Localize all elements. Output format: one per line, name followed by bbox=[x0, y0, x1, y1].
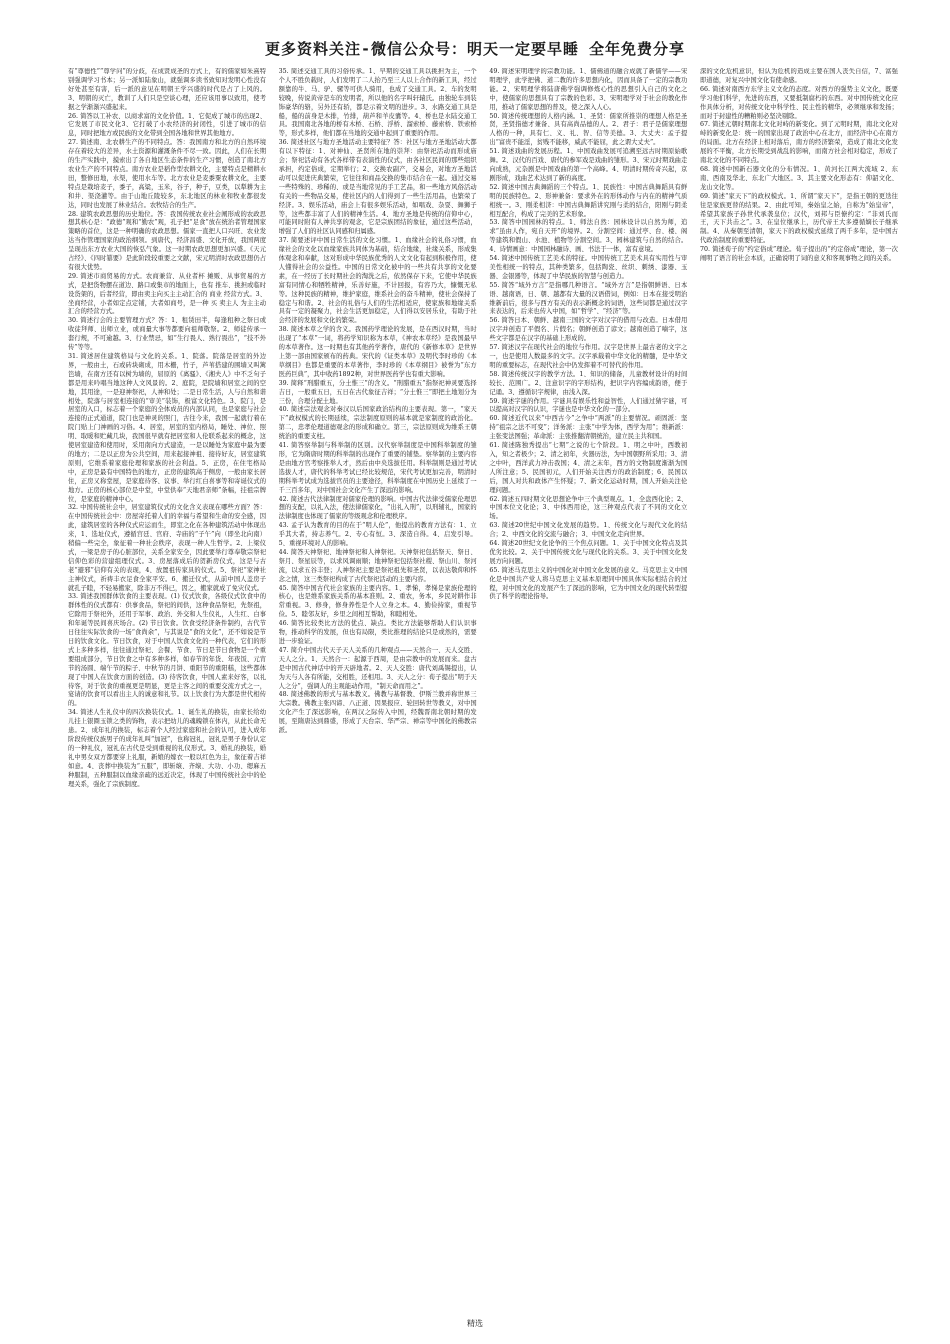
paragraph: 29. 简述市商贸易的方式。农商兼营、从业者杯 摊贩、从事贸易的方式，是把货物摆在道边、路口或集市的地面上，也有 推车、挑担或临时设货架的，后者经营，即由卖主向买主主动汇合的 商业 经营方式。3、坐商经营，小者如定点定铺，大者如商号，是一种 买 卖主人 为主主动汇合的经营方式。 bbox=[68, 272, 266, 316]
paragraph: 60. 简述近代以来“中西古今”之争中“两派”的主要情况。顽固派：坚持“祖宗之法不可变”；洋务派：主张“中学为体，西学为用”；维新派：主张变法图强；革命派：主张推翻清朝统治，建立民主共和国。 bbox=[489, 415, 688, 441]
paragraph: 59. 简述字谜的作用。字谜具有娱乐性和益智性，人们通过猜字谜，可以提高对汉字的认识，字谜也是中华文化的一部分。 bbox=[489, 397, 688, 414]
page-header: 更多资料关注-微信公众号：明天一定要早睡 全年免费分享 bbox=[264, 40, 686, 58]
paragraph: 深的文化危机意识，但认为危机的造成主要在国人丧失自信，7、富强即道德，对复兴中国文化有使命感。 bbox=[699, 68, 898, 84]
paragraph: 37. 简要述评中国日常生活的文化习惯。1、血缘社会的礼俗习惯，血缘社会的文化以血缘家族共同体为基础，结合地缘，社缘关系，形成集体观念和奉献，这对形成中华民族优秀的人文文化有起到积极作用，使人懂得社会的公益性。中国的日常文化被中的一些共有共享的文化要素，在一经历了长时期社会的淘洗之后，依然保存下来，它使中华民族富有同情心和牺牲精神，乐善好施，不计回报，有容乃大，慷慨无私等。这种民族的精神，维护家庭，维系社会的奋斗精神，使社会保持了稳定与和谐。2、社会的礼俗与人们的生活相适应，使家族和地缘关系具有一定的凝聚力，社会生活更加稳定，人们得以安居乐业，有助于社会经济的发展和文化的繁荣。 bbox=[278, 237, 477, 325]
paragraph: 42. 简述古代法律制度对儒家伦理的影响。中国古代法律受儒家伦理思想的支配，以礼入法，使法律儒家化，“出礼入刑”，以刑辅礼，国家的法律制度也体现了儒家的等级观念和伦理秩序。 bbox=[278, 495, 477, 521]
paragraph: 52. 简述中国古典舞蹈的三个特点。1、民族性：中国古典舞蹈具有鲜明的民族特色。2、形神兼备：要求外在的形体动作与内在的精神气质相统一。3、刚柔相济：中国古典舞蹈讲究刚与柔的结合，阳刚与阴柔相互配合，构成了完美的艺术形象。 bbox=[489, 183, 688, 218]
paragraph: 67. 简述元朝时期南北文化对峙的新变化。到了元明时期，南北文化对峙的新变化是：统一的国家出现了政治中心在北方，而经济中心在南方的局面。北方在经济上相对落后，南方的经济繁荣，造成了南北文化发展的不平衡，北方长期受到战乱的影响，而南方社会相对稳定，形成了南北文化的不同特点。 bbox=[699, 121, 898, 165]
paragraph: 50. 简述传统理想的人格内涵。1、圣贤：儒家所推崇的理想人格是圣贤，圣贤指德才兼备、具有高尚品德的人。2、君子：君子是儒家理想人格的一种，具有仁、义、礼、智、信等美德。3、大丈夫：孟子提出“富贵不能淫，贫贱不能移，威武不能屈，此之谓大丈夫”。 bbox=[489, 112, 688, 147]
paragraph: 61. 简述陈独秀提出“七期”之说的七个阶段。1、明之中叶，西教初入，知之者极少；2、清之初年，火器历法，为中国朝野所采用；3、清之中叶，西洋武力冲击我国；4、清之末年，西方的文物制度渐渐为国人所注意；5、民国初元，人们开始关注西方的政治制度；6、民国以后，国人对共和政体产生怀疑；7、新文化运动时期，国人开始关注伦理问题。 bbox=[489, 442, 688, 494]
paragraph: 44. 简答天神祭祀、地神祭祀和人神祭祀。天神祭祀包括祭天、祭日、祭月、祭星辰等，以求风调雨顺；地神祭祀包括祭社稷、祭山川、祭河流，以求五谷丰登；人神祭祀主要是祭祀祖先和圣贤，以表达敬仰和怀念之情，这三类祭祀构成了古代祭祀活动的主要内容。 bbox=[278, 548, 477, 583]
paragraph: 57. 简述汉字在现代社会的地位与作用。汉字是世界上最古老的文字之一，也是使用人数最多的文字。汉字承载着中华文化的精髓，是中华文明的重要标志，在现代社会中仍发挥着不可替代的作用。 bbox=[489, 344, 688, 369]
paragraph: 53. 简答中国园林的特点。1、师法自然：园林设计以自然为师，追求“虽由人作，宛自天开”的境界。2、分割空间：通过亭、台、楼、阁等建筑和假山、水池、植物等分割空间。3、园林建筑与自然的结合。4、诗情画意：中国园林融诗、画、书法于一体，富有意境。 bbox=[489, 219, 688, 254]
paragraph: 43. 孟子认为教育的目的在于“明人伦”，他提出的教育方法有：1、立乎其大者，持志养气。2、专心有恒。3、深造自得。4、启发引导。5、重视环境对人的影响。 bbox=[278, 522, 477, 548]
paragraph: 38. 简述本草之学的含义。我国药学理论的发展，是在西汉时期，当时出现了“本草”一词，将药学知识称为本草，《神农本草经》是我国最早的本草著作。这一时期也有其他药学著作，唐代的《新修本草》是世界上第一部由国家颁布的药典。宋代的《证类本草》及明代李时珍的《本草纲目》也都是重要的本草著作，李时珍的《本草纲目》被誉为“东方医药巨典”，其中收药1892种，对世界医药学也有重大影响。 bbox=[278, 326, 477, 378]
paragraph: 31. 简述居住建筑格局与文化的关系。1、院落。院落是居室的外边界，一般由土，石或砖块砌成，用木栅，竹子，芦苇搭建的围墙又叫篱笆墙，在南方还有以树为墙的，屈原的《离骚》、《湘夫人》中不乏句子都是用来吟唱当地这种人文风景的。2、庭院，是院墙和居室之间的空地，其用途，一是迎神祭祀，人神和处；二是日常生活，人与自然和谐相处，院落与居室相连接的“审美”装饰，极富文化特色。3、院门，是居室的入口，标志着一个家庭的全体成员的内部认同，也是家庭与社会连接的正式通道，院门也是神灵的照门，古往今来，我国一起就行着在院门贴上门神画的习俗。4、居室，居室的室内格局，睡处、神位、照明、取暖和贮藏几块，我国很早就有把居室和人伦联系起来的概念，这使居室建造和使用时，采用南向方式建造，一是以睡处为家庭中最为要的地方；二是以正房为公共空间，用来起接神祖、接待好友，居室建筑原则，它维系着家庭伦理和家族的社会利益。5、正房，在住宅格局中，正房是最有中国特色的地方，正房的建筑高于侧房，一般由家长居住，正房又称堂屋，是家庭待客、议事、举行红白喜事等和寄诞仪式的地方。正房的核心部位是中堂，中堂供奉“天地君亲师”条幅，挂祖宗牌位，是家庭的精神中心。 bbox=[68, 353, 266, 503]
paragraph: 69. 简述“家天下”的政权模式。1、所谓“家天下”，是指王朝的更迭往往是家族更替的结果。2、由此可知，秦始皇之始，自称为“始皇帝”，希望其家族子孙世代承袭皇位；汉代，刘邦与臣僚约定：“非刘氏而王，天下共击之”。3、在皇位继承上，历代帝王大多遵循嫡长子继承制。4、从秦朝至清朝，家天下的政权模式延续了两千多年，是中国古代政治制度的重要特征。 bbox=[699, 192, 898, 245]
paragraph: 46. 简答比较类比方法的优点、缺点。类比方法能够帮助人们认识事物，推动科学的发展，但也有局限，类比推理的结论只是或然的，需要进一步验证。 bbox=[278, 620, 477, 645]
paragraph: 28. 建筑农政思想的历史地位。答：我国传统农业社会阐形成的农政思想其核心是：“政德”观和“勤农”观，孔子把“足食”放在统治者管理国家策略的首位，这是一种明确的农政思想。儒家一直把人口兴旺、农业发达当作管理国家的政治纲领。到唐代，经济昌盛、文化开放，我国两度呈现出东方农业大国的恢弘气象。这一时期农政思想更加兴盛。《天元占经》、《四时纂要》是此阶段较重要之文献，宋元明清时农政思想仍占有很大优势。 bbox=[68, 210, 266, 271]
paragraph: 27. 简述南、北农耕生产的不同特点。答：我国南方和北方的自然环境存在着较大的差异，水土资源和灌溉条件不尽一致。因此，人们在长期的生产实践中，摸索出了各自地区生态条件的生产习惯，创造了南北方农业生产的不同特点。南方农业是稻作型农耕文化，主要特点是精耕水田，整修田地，水渠，使用水车等。北方农业是麦黍粟农耕文化，主要特点是栽培麦子，黍子，高粱，玉米，谷子，种子，豆类，以犁耕为主和井、渠浇灌等。由于山地丘陵较多，东北地区的林业和牧业都很发达，同时也发展了林业结合。农牧结合的生产。 bbox=[68, 139, 266, 209]
paragraph: 40. 简述宗法观念对秦汉以后国家政治结构的主要表现。第一，“家天下”政权模式的长期延续，宗法制度原则的基本就是家制度的政治化。第二，忠孝伦理道德观念的形成和确立。第三，宗法原则成为维系王朝统治的重要支柱。 bbox=[278, 406, 477, 441]
paragraph: 68. 简述中国新石器文化的分布情况。1、黄河长江两大流域 2、东南、西南及华北、东北广大地区。3、其主要文化形态有：仰韶文化、龙山文化等。 bbox=[699, 165, 898, 191]
paragraph: 33. 简述我国群体饮食的主要表现。(1) 仪式饮食，各级仪式饮食中的群体性的仪式都有：供事食品，祭祀的间供，这种食品祭祀，先祭祖，它除用于祭祀外，还用于军事、政治、外交和人生仪礼，人生红、白事和年诞等民间喜庆场合。(2) 节日饮食。饮食受经济条件制约，古代节日往往实际饮食的一场“食尚余”，与其说是“食的文化”，还不如说是节日的饮食文化。节日饮食，对于中国人饮食文化的一种代表，它们的形式上多种多样，往往通过祭祀、会餐、节食、节日是节日食物是一个重要组成部分，节日饮食之中有多种多样，如春节的年货、年夜饭、元宵节的汤圆、端午节的粽子、中秋节的月饼、重阳节的重阳糕，这些都体现了中国人在饮食方面的创造。(3) 待客饮食，中国人素来好客，以礼待客，对于饮食的重视更是明显，更是主客之间的重要交流方式之一，宴请的饮食可以看出主人的诚意和礼节。以上饮食行为大都是世代相传的。 bbox=[68, 593, 266, 708]
paragraph: 36. 简述社区与地方圣地活动主要特征？答：社区与地方圣地活动大都有以下特征：1、对神仙、圣贤所在地的崇拜：由祭祀活动而形成庙会；祭祀活动有各式各样带有表演性的仪式，由各社区民间的那些组织承担，约定俗成，定期举行；2、交换农副产，交易会，对地方圣地活动可以促进庆典繁荣，它往往和商品交换的集市结合在一起。通过交易一些特殊的、珍稀的、或是当地常见的手工艺品，和一些地方风俗活动有关的一些物品交易，使社区内的人们得到了一些生活用品，也繁荣了经济。3、娱乐活动，庙会上有很多娱乐活动，如唱戏、杂耍、舞狮子等，这些都丰富了人们的精神生活。4、地方圣地是传统的信仰中心，可能同时附有人神共享的观念，它是宗族团结的象征，通过这些活动，增强了人们的社区认同感和归属感。 bbox=[278, 139, 477, 236]
paragraph: 45. 简答中国古代社会家族的主要内容。1、孝悌，孝悌是家族伦理的核心，也是维系家族关系的基本准则。2、重农，务本，乡民对耕作非常重视。3、修身，修身养性是个人立身之本。4、勤俭持家，重视节俭。5、睦邻友好，乡里之间相互帮助，和睦相处。 bbox=[278, 584, 477, 619]
paragraph: 47. 简介中国古代天子天人关系的几种观点——天然合一、天人交胜、天人之分。1、天然合一：起源于西周，是由宗教中的发展而来。盘古是中国古代神话中的开天辟地者。2、天人交胜：唐代刘禹锡提出，认为天与人各有所能，交相胜，还相用。3、天人之分：荀子提出“明于天人之分”，强调人的主观能动作用，“制天命而用之”。 bbox=[278, 646, 477, 690]
paragraph: 32. 中国传统社会中，居室建筑仪式的文化含义表现在哪些方面？答：在中国传统社会中：房屋寄托着人们的幸福与希望和生命的安全感，因此，建筑居室的各种仪式应运而生，即室之化在各种建筑活动中体现出来，1、选址仪式，遵循宫廷、官府、寺庙的“子午”向（即坐北向南）稍偏一些完全，象征着一种社会秩序，表现一种人生哲学。2、上梁仪式，一梁是房子的心脏部位，关系全家安全，因此要举行尊奉敬宗祭祀信仰色彩的营建组理仪式。3、房屋落成后的贺新房仪式，这是与古老“避邪”信仰有关的表现，4、放置祖传家具的仪式。5、祭祀“家神社主神仪式，祈祷丰衣足食全家平安。6、搬迁仪式，从前中国人盖房子就孔子睦，不轻易搬家，除非万不得已，因之，搬家就成了免灾仪式。 bbox=[68, 504, 266, 592]
paragraph: 有“尊德性”“尊学问”的分歧，在成贤成圣的方式上，有的儒家如朱熹特别强调学习书本；另一派如陆象山，就强调多读书致知对发明心性没有好处甚至有害，后一派的意见在明朝王学兴盛的时代是占了上风的。3、明朝的灭亡，教训了人们只是空谈心理，还应该用事以致用，使考据之学渐渐兴盛起来。 bbox=[68, 68, 266, 111]
paragraph: 58. 简述传统汉字的教学方法。1、知识的储备，儿童教材设计的时间较长、范围广。2、注意识字的字形结构，把识字内容编成韵语，便于记诵。3、遵循识字规律，由浅入深。 bbox=[489, 370, 688, 396]
text-columns bbox=[68, 68, 898, 1296]
text-column-1 bbox=[68, 68, 266, 1296]
paragraph: 34. 简述人生礼仪中的四次换装仪式。1、诞生礼的换装，由家长给幼儿挂上银圈玉锁之类的饰物，表示把幼儿的魂魄锁在体内，从此长命无患。2、成年礼的换装，标志着个人经过家庭和社会的认可，进入成年阶段传统仪族男子的成年礼叫“加冠”，也称冠礼，冠礼是男子身份认定的一种礼仪，冠礼在古代是受到重视的礼仪形式。3、婚礼的换装，婚礼中男女双方都要穿上礼服，新娘的嫁衣一般以红色为主，象征着吉祥如意。4、丧葬中换装为“五服”，即斩缞、齐缞、大功、小功、缌麻五种服制，五种服制以血缘亲疏的远近决定，体现了中国传统社会中的伦理关系，强化了宗族制度。 bbox=[68, 709, 266, 788]
paragraph: 66. 简述对南西方东学主义文化的态度。对西方的强势主义文化，既要学习他们科学，先进的东西，又要抵制腐朽的东西。对中国传统文化应作具体分析，对传统文化中科学性、民主性的精华，必须继承和发扬；而对于封建性的糟粕则必坚决剔除。 bbox=[699, 85, 898, 120]
paragraph: 35. 简述交通工具的习俗传承。1、早期的交通工具以挑担为主，一个个人不胜负载时，人们发明了二人抬乃至三人以上合作的新工具，经过额靠的牛、马、驴、骡等可供人骑用，也成了交通工具。2、车的发明较晚，传说黄帝是车的发明者，所以他的名字叫轩辕氏。由独轮车到装饰豪华的辂，另外还有轿，都是示着文明的进步。3、水路交通工具是船，船的前身是木排，竹排，葫芦和羊皮囊等。4、桥也是水陆交通工具。我国南北各地的桥有木桥、石桥、浮桥、溜索桥、藤索桥、铁索桥等，形式多样，他们都在当地的交通中起到了重要的作用。 bbox=[278, 68, 477, 138]
paragraph: 41. 简答察举制与科举制的区别。汉代察举制度是中国科举制度的雏形，它为隋唐时期的科举制的出现作了重要的铺垫。察举制的主要内容是由地方官考察推举人才，然后由中央选拔任用。科举制则是通过考试选拔人才，唐代的科举考试已经比较规范，宋代考试更加完善，明清时期科举考试成为选拔官员的主要途径，科举制度在中国历史上延续了一千三百多年，对中国社会文化产生了深远的影响。 bbox=[278, 442, 477, 494]
paragraph: 62. 简述五四时期文化思想论争中三个典型观点。1、全盘西化论；2、中国本位文化论；3、中体西用论，这三种观点代表了不同的文化立场。 bbox=[489, 495, 688, 521]
paragraph: 55. 简答“域外方言”是指哪几种语言。“域外方言”是指朝鲜语、日本语、越南语，日、朝、越都有大量的汉语借词，例如：日本在接受明治维新前后，很多与西方有关的表示新概念的词语，这些词都是通过汉字来表达的，后来也传入中国，如“哲学”、“经济”等。 bbox=[489, 281, 688, 316]
paragraph: 30. 简述行会的主要管理方式？答：1、租赁田半，每逢租种之祭日或收徒拜师、出师立业，或商量大事等都要向祖师敬祭。2、师徒传承一套行规，不可逾越。3、行业禁忌，如“生行畏人、熟行畏出”，“技不外传”等等。 bbox=[68, 317, 266, 352]
page-footer: 精选 bbox=[467, 1319, 483, 1328]
paragraph: 39. 简释“刑腊重五，分土惟三”的含义。“刑腊重五”指祭祀神灵要选择吉日，一般重五日，五日在古代象征吉祥；“分土惟三”即把土地划分为三份，合理分配土地。 bbox=[278, 379, 477, 405]
paragraph: 65. 简述马克思主义的中国化对中国文化发展的意义。马克思主义中国化是中国共产党人将马克思主义基本原理同中国具体实际相结合的过程，对中国文化的发展产生了深远的影响，它为中国文化的现代转型提供了科学的理论指导。 bbox=[489, 566, 688, 601]
paragraph: 64. 简述20世纪文化论争的三个焦点问题。1、关于中国文化特点及其优劣比较。2、关于中国传统文化与现代化的关系。3、关于中国文化发展方向问题。 bbox=[489, 540, 688, 565]
paragraph: 26. 简答以工补农、以商求富的文化价值。1、它促成了城市的出现2、它发展了市民文化3、它打破了小农经济的封闭性，引进了城市的信息，同时把地方或民族的文化带到全国各地和世界其他地方。 bbox=[68, 112, 266, 138]
text-column-4 bbox=[700, 68, 898, 1296]
text-column-3 bbox=[489, 68, 687, 1296]
paragraph: 48. 简述佛教的形式与基本教义。佛教与基督教、伊斯兰教并称世界三大宗教。佛教主张四谛、八正道、因果报应、轮回转世等教义，对中国文化产生了深远影响，在两汉之际传入中国，经魏晋南北朝时期的发展，至隋唐达到鼎盛，形成了天台宗、华严宗、禅宗等中国化的佛教宗派。 bbox=[278, 691, 477, 735]
paragraph: 63. 简述20世纪中国文化发展的趋势。1、传统文化与现代文化的结合；2、中西文化的交流与融合；3、中国文化走向世界。 bbox=[489, 522, 688, 539]
paragraph: 54. 简述中国传统工艺美术的特征。中国传统工艺美术具有实用性与审美性相统一的特点，其种类繁多，包括陶瓷、丝织、刺绣、漆器、玉器、金银器等，体现了中华民族的智慧与创造力。 bbox=[489, 255, 688, 280]
paragraph: 51. 简述戏曲的发展历程。1、中国戏曲发展可追溯至远古时期原始歌舞。2、汉代的百戏、唐代的参军戏是戏曲的雏形。3、宋元时期戏曲走向成熟，元杂剧是中国戏曲的第一个高峰。4、明清时期传奇兴起，京剧形成，戏曲艺术达到了新的高度。 bbox=[489, 148, 688, 182]
paragraph: 70. 简述荀子的“约定俗成”理论。荀子提出的“约定俗成”理论，第一次阐明了语言的社会本质，正确说明了词的意义和客观事物之间的关系。 bbox=[699, 246, 898, 263]
paragraph: 56. 简答日本、朝鲜、越南三国的文字对汉字的借用与改造。日本借用汉字并创造了平假名、片假名；朝鲜创造了谚文；越南创造了喃字，这些文字都是在汉字的基础上形成的。 bbox=[489, 317, 688, 343]
text-column-2 bbox=[279, 68, 477, 1296]
paragraph: 49. 简述宋明理学的宗教功能。1、儒佛道的融合成就了新儒学——宋明理学，此学把佛、道二教的许多思想内化，因而具备了一定的宗教功能。2、宋明理学将陆唐佛学强调修炼心性的思想引入自己的文化之中，使儒家的思想具有了宗教的色彩。3、宋明理学对于社会的教化作用，推动了儒家思想的普及，使之深入人心。 bbox=[489, 68, 688, 111]
